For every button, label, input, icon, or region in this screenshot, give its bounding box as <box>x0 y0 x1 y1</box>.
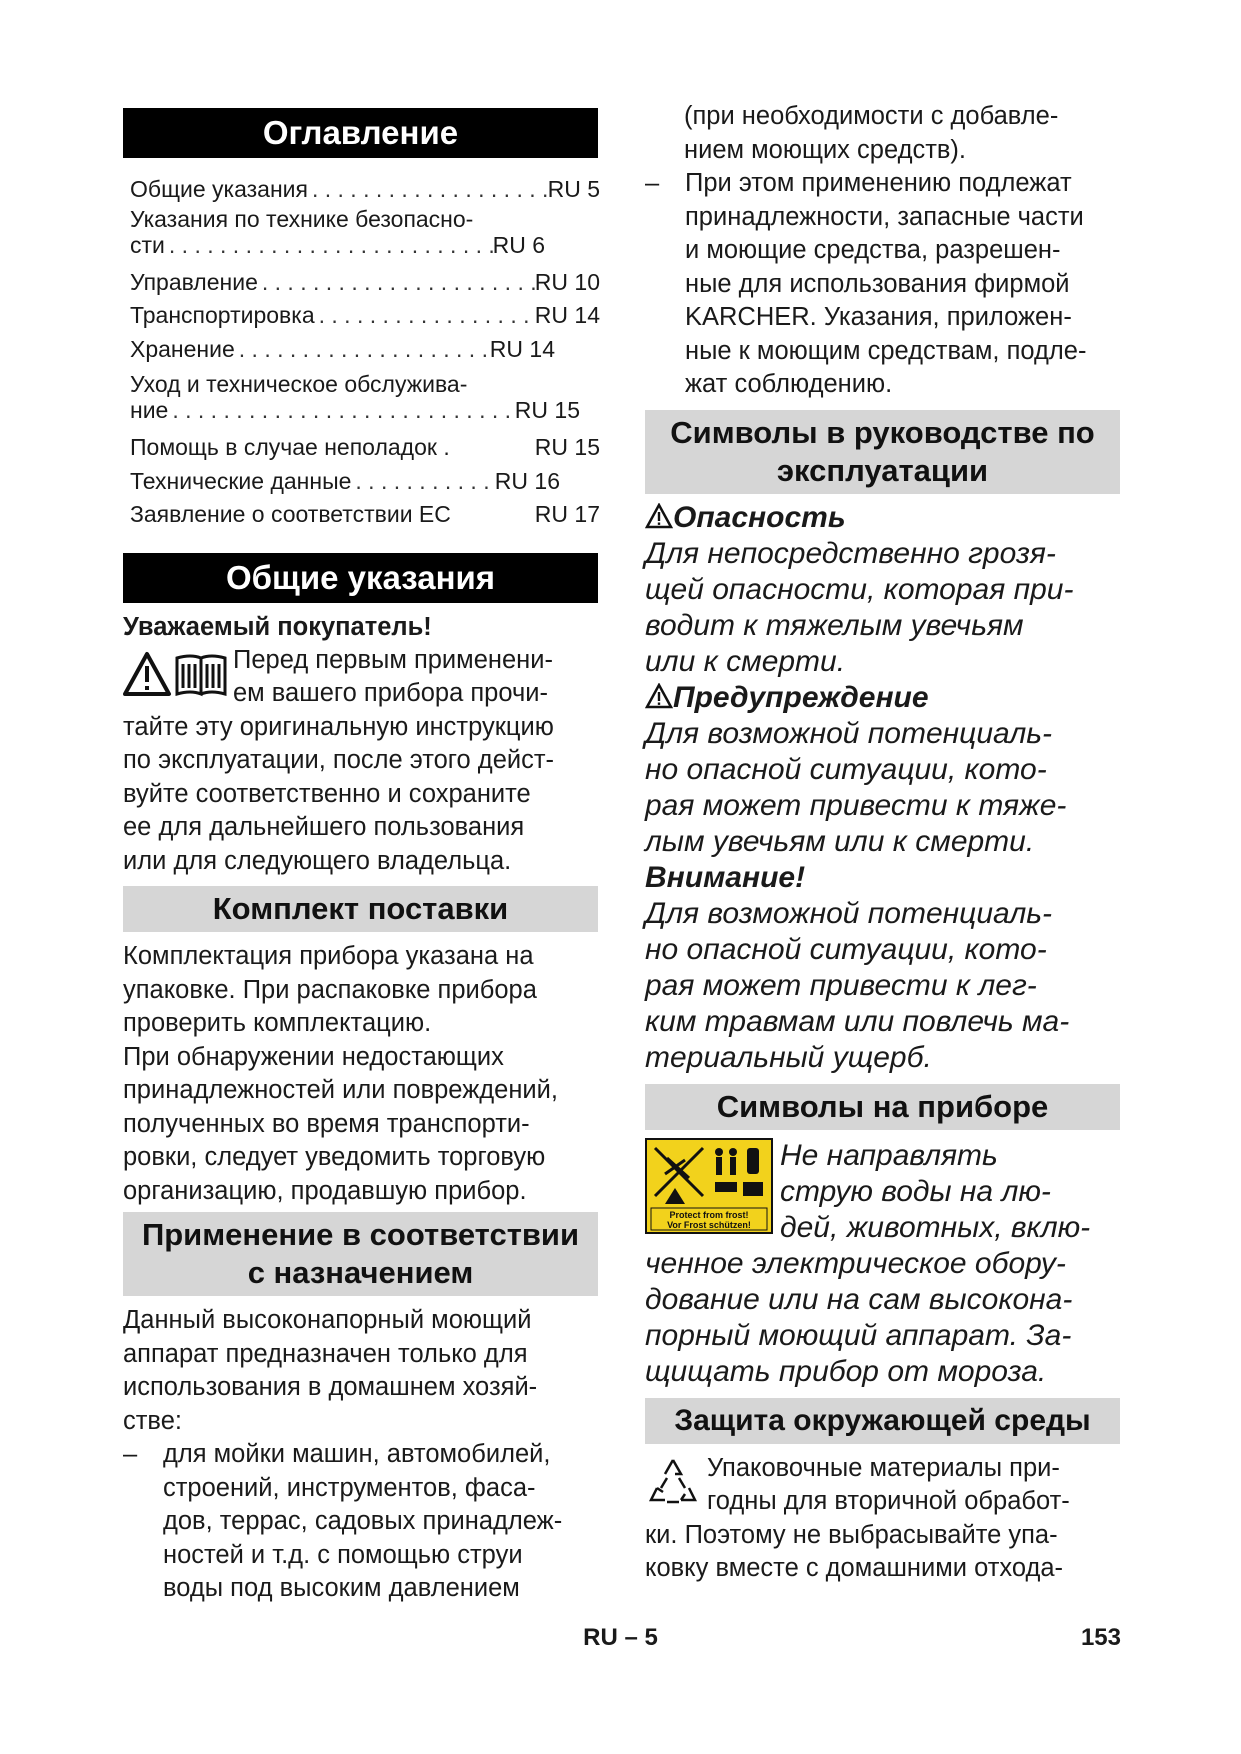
danger-triangle-icon <box>645 503 673 529</box>
usage-bullet-1-cont: (при необходимости с добавле- нием моющих средств). <box>684 102 1059 164</box>
toc-entry[interactable]: Общие указания . . . RU 5 <box>130 173 600 207</box>
device-symbol-block: Protect from frost! Vor Frost schützen! Не направлять струю воды на лю- дей, животных, вклю- <box>645 1138 1120 1246</box>
recycle-icon <box>645 1452 707 1519</box>
toc-entry[interactable]: Хранение . . . RU 14 <box>130 333 600 367</box>
right-column: (при необходимости с добавле- нием моющих средств). – При этом применению подлежат принадлежности, запасные части и моющие средства, разрешен- ные для использования фирмой KARCHER. Указания, приложен- ные к моющим средствам, подле- жат соблюдению. Символы в руководстве по эксплуатации Опасность Для непосредственно грозя- щей опасности, которая при- водит к тяжелым увечьям или к смерти. Предупреждение Для возможной потенциаль- но опасной ситуации, кото- рая может привести к тяже- лым увечьям или к смерти. Внимание! Для возможной потенциаль- но опасной ситуации, кото- рая может привести к лег- ким травмам или повлечь ма- териальный ущерб. Символы на приборе Protect from frost! Vor Frost schützen! Не направлять струю воды на лю- дей, животных, вклю- ченное электрическое обору- дование или на сам высокона- порный моющий аппарат. За- щищать прибор от мороза. Защита окружающей среды Упаковочные материалы при- годны для вторичной обработ- ки. Поэтому не выбрасывайте упа- ковку вместе с домашними отхода- <box>645 100 1120 1586</box>
footer-page-number: 153 <box>1080 1624 1121 1651</box>
symbols-manual-heading: Символы в руководстве по эксплуатации <box>645 410 1120 494</box>
delivery-text: Комплектация прибора указана на упаковке. При распаковке прибора проверить комплектацию. При обнаружении недостающих принадлежностей или повреждений, полученных во время транспорти- ровки, следует уведомить торговую организацию, продавшую прибор. <box>123 942 558 1205</box>
table-of-contents <box>130 173 600 532</box>
svg-text:Vor Frost schützen!: Vor Frost schützen! <box>667 1219 751 1230</box>
warning-triangle-icon <box>645 683 673 709</box>
toc-heading: Оглавление <box>123 108 598 158</box>
device-warning-label <box>645 1138 780 1246</box>
toc-entry[interactable]: Уход и техническое обслужива- <box>130 371 468 397</box>
toc-entry[interactable]: Технические данные . . . RU 16 <box>130 465 600 499</box>
delivery-heading: Комплект поставки <box>123 886 598 932</box>
environment-block: Упаковочные материалы при- годны для вторичной обработ- <box>645 1452 1120 1519</box>
toc-entry[interactable]: Транспортировка . . . RU 14 <box>130 299 600 333</box>
usage-heading: Применение в соответствии с назначением <box>123 1212 598 1296</box>
manual-book-icon <box>177 656 225 694</box>
caution-title: Внимание! <box>645 860 806 894</box>
svg-text:Protect from frost!: Protect from frost! <box>669 1209 749 1220</box>
usage-text: Данный высоконапорный моющий аппарат предназначен только для использования в домашнем хозяй- стве: <box>123 1306 538 1435</box>
toc-entry-cont[interactable]: сти . . . RU 6 <box>130 232 600 258</box>
footer-section-number: RU – 5 <box>583 1624 658 1651</box>
usage-bullet-1: – для мойки машин, автомобилей, строений, инструментов, фаса- дов, террас, садовых принадлеж- ностей и т.д. с помощью струи воды под высоким давлением <box>123 1440 563 1602</box>
toc-entry[interactable]: Помощь в случае неполадок . RU 15 <box>130 434 600 460</box>
environment-heading: Защита окружающей среды <box>645 1398 1120 1444</box>
read-manual-notice: Перед первым применени- ем вашего прибора прочи- <box>123 644 598 711</box>
toc-entry-cont[interactable]: ние . . . RU 15 <box>130 397 600 423</box>
symbols-device-heading: Символы на приборе <box>645 1084 1120 1130</box>
general-heading: Общие указания <box>123 553 598 603</box>
left-column: Оглавление Общие указания . . . RU 5 Указания по технике безопасно- сти . . . RU 6 Управление . . . RU 10 Транспортировка . . . RU 14 Хранение . . . RU 14 Уход и техническое обслужива- ние . . . RU 15 Помощь в случае неполадок . RU 15 Технические данные . . . RU 16 Заявление о соответствии ЕС RU 17 Общие указания Уважаемый покупатель! Перед первым применени- ем вашего прибора прочи- тайте эту оригинальную инструкцию по эксплуатации, после этого дейст- вуйте соответственно и сохраните ее для дальнейшего пользования или для следующего владельца. Комплект поставки Комплектация прибора указана на упаковке. При распаковке прибора проверить комплектацию. При обнаружении недостающих принадлежностей или повреждений, полученных во время транспорти- ровки, следует уведомить торговую организацию, продавшую прибор. Применение в соответствии с назначением Данный высоконапорный моющий аппарат предназначен только для использования в домашнем хозяй- стве: – для мойки машин, автомобилей, строений, инструментов, фаса- дов, террас, садовых принадлеж- ностей и т.д. с помощью струи воды под высоким давлением <box>123 108 598 1606</box>
danger-title: Опасность <box>645 500 1120 536</box>
warning-title: Предупреждение <box>645 680 1120 716</box>
greeting: Уважаемый покупатель! <box>123 612 432 641</box>
warning-triangle-icon <box>125 654 169 694</box>
toc-entry[interactable]: Заявление о соответствии ЕС RU 17 <box>130 501 600 527</box>
warning-book-icons <box>123 644 233 711</box>
toc-entry[interactable]: Управление . . . RU 10 <box>130 266 600 300</box>
usage-bullet-2: – При этом применению подлежат принадлежности, запасные части и моющие средства, разрешен- ные для использования фирмой KARCHER. Указания, приложен- ные к моющим средствам, подле- жат соблюдению. <box>645 169 1087 398</box>
no-spray-people-icon <box>645 1138 773 1234</box>
toc-entry[interactable]: Указания по технике безопасно- <box>130 205 474 232</box>
